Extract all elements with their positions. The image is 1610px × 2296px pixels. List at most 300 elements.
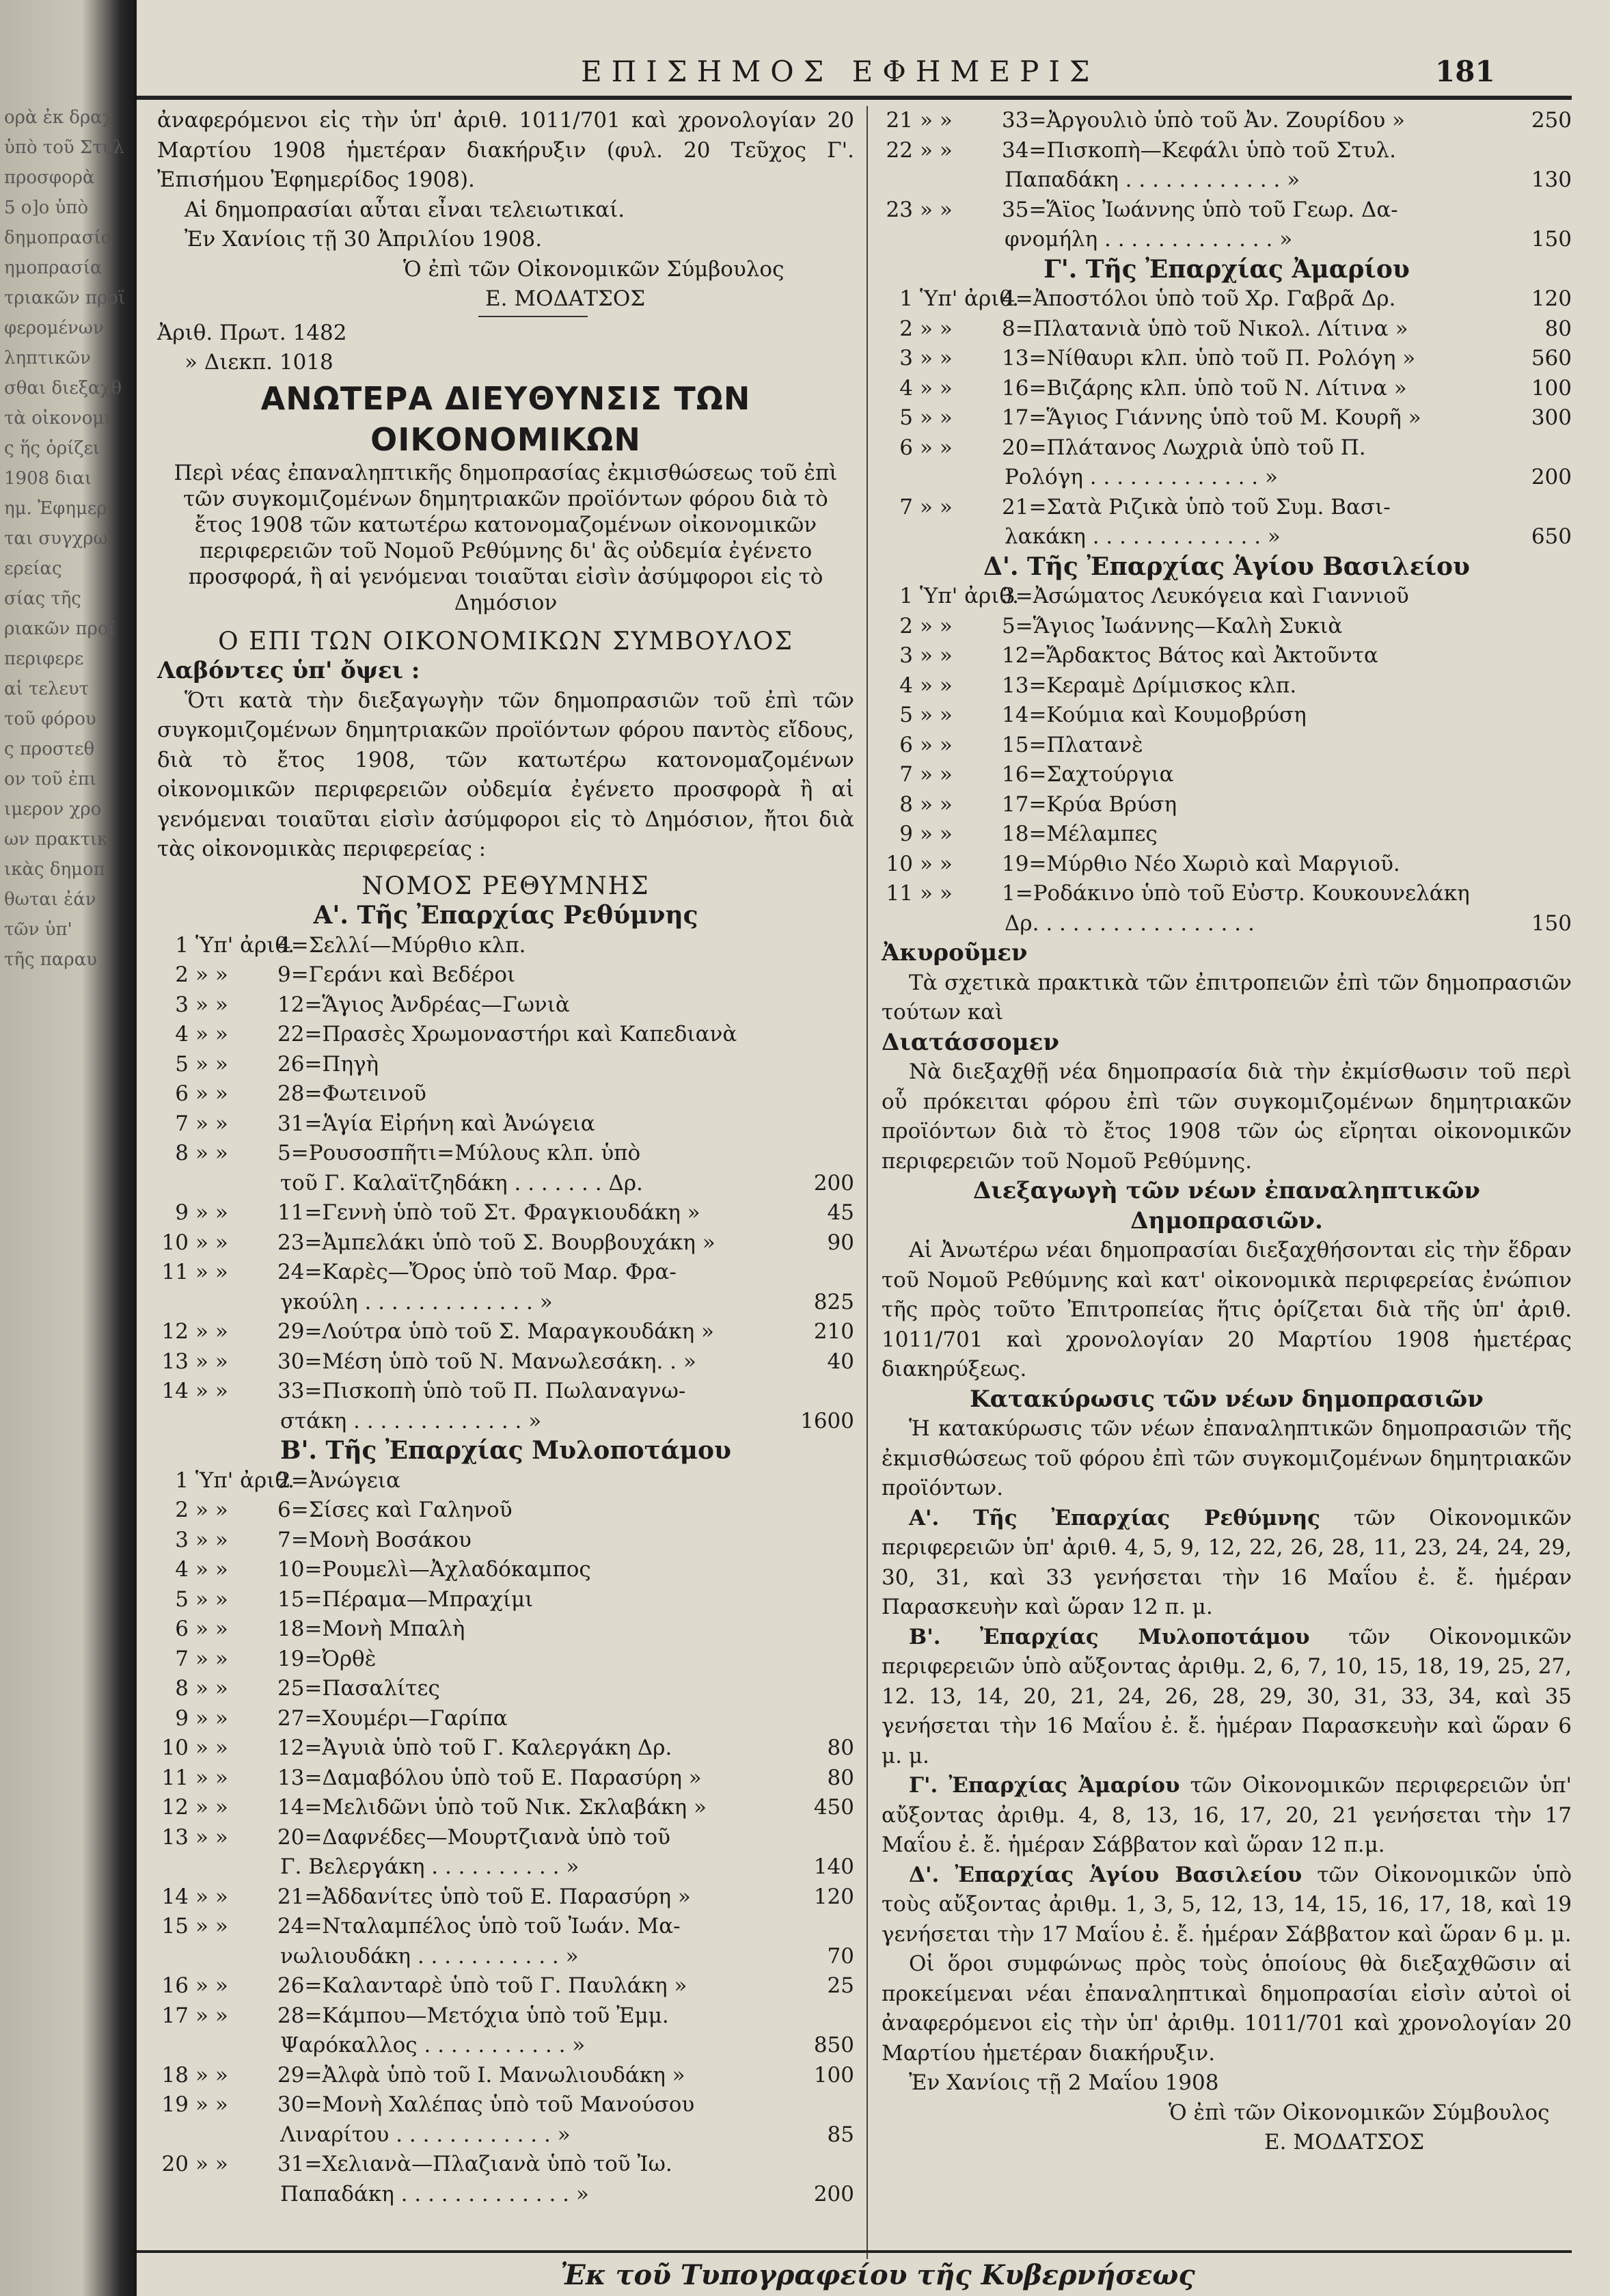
eparchy-agios-vasileios-heading: Δ'. Τῆς Ἐπαρχίας Ἁγίου Βασιλείου	[983, 552, 1470, 581]
row-number: 14	[161, 1884, 189, 1909]
row-amount	[765, 1109, 854, 1139]
row-number: 18	[161, 2062, 189, 2088]
row-number: 7	[899, 494, 913, 519]
table-row	[882, 582, 1572, 612]
row-reference: » »	[920, 792, 953, 817]
table-row	[882, 850, 1572, 880]
row-amount	[765, 1555, 854, 1585]
row-description: 5=Ἅγιος Ἰωάννης—Καλὴ Συκιὰ	[1002, 613, 1343, 638]
row-reference: » »	[195, 1260, 228, 1284]
facing-page-fragments	[4, 103, 126, 975]
main-title: ΑΝΩΤΕΡΑ ΔΙΕΥΘΥΝΣΙΣ ΤΩΝ ΟΙΚΟΝΟΜΙΚΩΝ	[260, 379, 751, 458]
row-reference: » »	[195, 1884, 228, 1909]
row-description: 29=Λούτρα ὑπὸ τοῦ Σ. Μαραγκουδάκη »	[277, 1319, 714, 1344]
table-row-continuation	[882, 522, 1572, 552]
award-mylopotamos-text: τῶν Οἰκονομικῶν περιφερειῶν ὑπὸ αὔξοντας ἀριθμ. 2, 6, 7, 10, 15, 18, 19, 25, 27, 12. 13, 14, 20, 21, 24, 26, 28, 29, 30, 31, 33, 34, καὶ 35 γενήσεται τὴν 16 Μαΐου ἐ. ἔ. ἡμέραν Παρασκευὴν καὶ ὥραν 6 μ. μ.	[882, 1624, 1572, 1768]
protocol-number: Ἀριθ. Πρωτ. 1482	[157, 320, 347, 345]
row-description: 16=Βιζάρης κλπ. ὑπὸ τοῦ Ν. Λίτινα »	[1002, 375, 1407, 401]
row-description: 8=Πλατανιὰ ὑπὸ τοῦ Νικολ. Λίτινα »	[1002, 316, 1408, 341]
row-number: 1	[175, 1468, 189, 1493]
row-number: 16	[161, 1973, 189, 1998]
row-description: 23=Ἀμπελάκι ὑπὸ τοῦ Σ. Βουρβουχάκη »	[277, 1230, 715, 1255]
row-amount: 560	[1531, 346, 1572, 370]
gutter-fragment: τῆς παραυ	[4, 949, 98, 970]
row-reference: » »	[920, 732, 953, 757]
row-number: 6	[899, 435, 913, 460]
row-description: 25=Πασαλίτες	[277, 1676, 440, 1701]
row-amount: 140	[813, 1854, 854, 1879]
order-text: Νὰ διεξαχθῇ νέα δημοπρασία διὰ τὴν ἐκμίσθωσιν τοῦ περὶ οὗ πρόκειται φόρου ἐπὶ τῶν συγκομιζομένων δημητριακῶν προϊόντων διὰ τὸ ἔτος 1908 τῶν ὡς εἴρηται οἰκονομικῶν περιφερειῶν τοῦ Νομοῦ Ρεθύμνης.	[882, 1059, 1572, 1174]
table-row	[157, 1347, 854, 1377]
row-description: 13=Δαμαβόλου ὑπὸ τοῦ Ε. Παρασύρη »	[277, 1765, 702, 1790]
row-description: 33=Πισκοπὴ ὑπὸ τοῦ Π. Πωλαναγνω-	[277, 1379, 686, 1403]
row-number: 1	[175, 932, 189, 958]
table-row	[157, 1704, 854, 1734]
eparchy-amari-heading: Γ'. Τῆς Ἐπαρχίας Ἀμαρίου	[1043, 254, 1410, 284]
row-amount	[765, 1496, 854, 1526]
row-reference: » »	[195, 2152, 228, 2176]
row-amount: 210	[813, 1319, 854, 1344]
row-number: 6	[175, 1617, 189, 1641]
table-row-continuation	[882, 909, 1572, 939]
table-row	[882, 701, 1572, 731]
row-reference: » »	[195, 1081, 228, 1106]
row-number: 5	[175, 1586, 189, 1612]
row-amount: 80	[1544, 316, 1572, 341]
row-description: 24=Καρὲς—Ὄρος ὑπὸ τοῦ Μαρ. Φρα-	[277, 1260, 677, 1284]
eparchy-mylopotamos-heading: Β'. Τῆς Ἐπαρχίας Μυλοποτάμου	[280, 1436, 731, 1465]
row-description: 20=Πλάτανος Λωχριὰ ὑπὸ τοῦ Π.	[1002, 435, 1366, 460]
row-amount	[765, 1079, 854, 1109]
row-number: 5	[899, 703, 913, 727]
table-row	[157, 1198, 854, 1228]
row-number: 2	[899, 613, 913, 638]
row-description: Ψαρόκαλλος . . . . . . . . . . . »	[280, 2033, 586, 2057]
table-row	[157, 931, 854, 961]
row-amount	[1483, 790, 1572, 820]
row-description: 14=Μελιδῶνι ὑπὸ τοῦ Νικ. Σκλαβάκη »	[277, 1795, 707, 1820]
row-number: 2	[175, 962, 189, 987]
row-number: 22	[886, 137, 913, 163]
gutter-fragment: τοῦ φόρου	[4, 709, 96, 729]
row-reference: » »	[195, 1765, 228, 1790]
annul-heading: Ἀκυροῦμεν	[882, 939, 1028, 967]
table-row	[157, 1317, 854, 1347]
row-reference: » »	[195, 1051, 228, 1077]
table-row	[157, 960, 854, 990]
award-rethymno	[882, 1504, 1572, 1623]
row-reference: » »	[195, 2062, 228, 2088]
row-reference: » »	[920, 822, 953, 846]
row-description: 18=Μονὴ Μπαλὴ	[277, 1617, 465, 1641]
row-number: 8	[175, 1141, 189, 1165]
row-number: 7	[899, 762, 913, 787]
row-amount: 120	[1531, 286, 1572, 311]
row-amount	[765, 2090, 854, 2120]
row-description: 3=Ἀσώματος Λευκόγεια καὶ Γιαννιοῦ	[1002, 584, 1409, 608]
row-amount: 200	[813, 2181, 854, 2206]
row-reference: » »	[195, 2092, 228, 2117]
conduct-heading: Διεξαγωγὴ τῶν νέων ἐπαναληπτικῶν Δημοπρασιῶν.	[972, 1177, 1481, 1234]
row-description: 19=Ὀρθὲ	[277, 1646, 377, 1671]
row-amount	[1483, 493, 1572, 523]
row-reference: » »	[195, 1379, 228, 1403]
official-title: Ο ΕΠΙ ΤΩΝ ΟΙΚΟΝΟΜΙΚΩΝ ΣΥΜΒΟΥΛΟΣ	[218, 627, 793, 656]
row-description: 10=Ρουμελὶ—Ἀχλαδόκαμπος	[277, 1557, 591, 1582]
header-title: ΕΠΙΣΗΜΟΣ ΕΦΗΜΕΡΙΣ	[581, 55, 1100, 88]
row-number: 11	[161, 1260, 189, 1284]
row-amount: 120	[813, 1884, 854, 1909]
row-amount	[1483, 195, 1572, 226]
gutter-fragment: ημ. Ἐφημερ	[4, 498, 107, 519]
row-number: 20	[161, 2152, 189, 2176]
row-reference: » »	[920, 613, 953, 638]
row-reference: » »	[920, 108, 953, 133]
row-reference: » »	[920, 137, 953, 163]
row-description: Παπαδάκη . . . . . . . . . . . . »	[1005, 167, 1300, 192]
gutter-fragment: ὑπὸ τοῦ Στυλ	[4, 137, 124, 158]
subject-text: Περὶ νέας ἐπαναληπτικῆς δημοπρασίας ἐκμισθώσεως τοῦ ἐπὶ τῶν συγκομιζομένων δημητριακῶν προϊόντων φόρου διὰ τὸ ἔτος 1908 τῶν κατωτέρω κατονομαζομένων οἰκονομικῶν περιφερειῶν τοῦ Νομοῦ Ρεθύμνης δι' ἃς οὐδεμία ἐγένετο προσφορά, ἢ αἱ γενόμεναι τοιαῦται εἰσὶν ἀσύμφοροι εἰς τὸ Δημόσιον	[174, 460, 838, 615]
table-row	[157, 1020, 854, 1050]
row-number: 1	[899, 286, 913, 311]
row-description: τοῦ Γ. Καλαϊτζηδάκη . . . . . . . Δρ.	[280, 1170, 643, 1196]
table-row	[882, 790, 1572, 820]
table-row	[882, 820, 1572, 850]
row-reference: » »	[195, 1022, 228, 1046]
award-agios-vasileios	[882, 1861, 1572, 1950]
row-amount: 80	[827, 1735, 854, 1760]
gutter-fragment: ληπτικῶν	[4, 348, 91, 368]
row-reference: » »	[920, 197, 953, 222]
row-description: 26=Καλανταρὲ ὑπὸ τοῦ Γ. Παυλάκη »	[277, 1973, 687, 1998]
row-amount	[1483, 731, 1572, 761]
gutter-fragment: περιφερε	[4, 649, 84, 669]
row-number: 7	[175, 1111, 189, 1136]
row-reference: » »	[195, 1705, 228, 1731]
gutter-fragment: ερείας	[4, 558, 62, 579]
row-number: 9	[899, 822, 913, 846]
row-amount	[1483, 582, 1572, 612]
row-description: φνομήλη . . . . . . . . . . . . . »	[1005, 227, 1293, 252]
row-reference: Ὑπ' ἀριθ.	[920, 286, 1019, 311]
row-amount	[765, 960, 854, 990]
row-description: 18=Μέλαμπες	[1002, 822, 1158, 846]
row-number: 3	[899, 346, 913, 370]
row-description: 21=Σατὰ Ριζικὰ ὑπὸ τοῦ Συμ. Βασι-	[1002, 494, 1391, 519]
row-amount: 825	[813, 1289, 854, 1314]
signature-name: Ε. ΜΟΔΑΤΣΟΣ	[485, 286, 646, 311]
intro-date: Ἐν Χανίοις τῇ 30 Ἀπριλίου 1908.	[185, 227, 543, 252]
eparchy-rethymno-heading: Α'. Τῆς Ἐπαρχίας Ρεθύμνης	[313, 901, 698, 930]
row-description: 13=Κεραμὲ Δρίμισκος κλπ.	[1002, 673, 1297, 698]
row-reference: » »	[195, 1319, 228, 1344]
row-amount: 1600	[800, 1408, 854, 1433]
row-description: 5=Ρουσοσπῆτι=Μύλους κλπ. ὑπὸ	[277, 1141, 641, 1165]
row-reference: » »	[920, 494, 953, 519]
gutter-fragment: τὰ οἰκονομι	[4, 408, 111, 429]
row-amount: 85	[827, 2122, 854, 2147]
row-amount	[1483, 641, 1572, 671]
row-amount: 100	[1531, 375, 1572, 401]
row-amount: 40	[827, 1349, 854, 1374]
row-number: 3	[899, 643, 913, 668]
row-number: 8	[175, 1676, 189, 1701]
row-description: 13=Νίθαυρι κλπ. ὑπὸ τοῦ Π. Ρολόγη »	[1002, 346, 1416, 370]
table-row	[882, 106, 1572, 136]
award-amari	[882, 1771, 1572, 1861]
gutter-fragment: ριακῶν προϊ	[4, 619, 115, 639]
table-row	[157, 990, 854, 1021]
row-number: 4	[175, 1022, 189, 1046]
award-text: Ἡ κατακύρωσις τῶν νέων ἐπαναληπτικῶν δημοπρασιῶν τῆς ἐκμισθώσεως τοῦ φόρου ἐπὶ τῶν συγκομιζομένων δημητριακῶν προϊόντων.	[882, 1416, 1572, 1500]
row-amount: 25	[827, 1973, 854, 1998]
table-mylopotamos-continued	[882, 106, 1572, 255]
row-description: 4=Ἀποστόλοι ὑπὸ τοῦ Χρ. Γαβρᾶ Δρ.	[1002, 286, 1396, 311]
table-row	[882, 314, 1572, 345]
row-reference: » »	[195, 1527, 228, 1552]
table-row	[882, 671, 1572, 701]
row-number: 17	[161, 2003, 189, 2028]
row-amount: 100	[813, 2062, 854, 2088]
row-reference: » »	[195, 1676, 228, 1701]
row-reference: » »	[195, 1557, 228, 1582]
award-rethymno-heading: Α'. Τῆς Ἐπαρχίας Ρεθύμνης	[909, 1505, 1321, 1530]
table-row	[882, 641, 1572, 671]
gazette-page	[137, 0, 1610, 2296]
row-amount	[1483, 136, 1572, 166]
gutter-fragment: τῶν ὑπ'	[4, 919, 72, 940]
table-row	[157, 2061, 854, 2091]
gutter-fragment: δημοπρασία	[4, 228, 113, 248]
row-number: 11	[161, 1765, 189, 1790]
row-description: 31=Χελιανὰ—Πλαζιανὰ ὑπὸ τοῦ Ἰω.	[277, 2152, 672, 2176]
row-number: 12	[161, 1795, 189, 1820]
row-number: 10	[161, 1735, 189, 1760]
row-amount	[765, 2001, 854, 2031]
gutter-fragment: ημοπρασία	[4, 258, 103, 278]
table-row	[157, 1109, 854, 1139]
row-description: 24=Νταλαμπέλος ὑπὸ τοῦ Ἰωάν. Μα-	[277, 1914, 681, 1939]
row-reference: » »	[920, 643, 953, 668]
gutter-fragment: ων πρακτικ	[4, 829, 109, 850]
row-number: 8	[899, 792, 913, 817]
row-description: 12=Ἅγιος Ἀνδρέας—Γωνιὰ	[277, 992, 570, 1017]
table-row-continuation	[157, 1407, 854, 1437]
intro-paragraph: ἀναφερόμενοι εἰς τὴν ὑπ' ἀριθ. 1011/701 καὶ χρονολογίαν 20 Μαρτίου 1908 ἡμετέραν διακήρυξιν (φυλ. 20 Τεῦχος Γ'. Ἐπισήμου Ἐφημερίδος 1908).	[157, 108, 854, 192]
table-row	[157, 1971, 854, 2001]
row-number: 12	[161, 1319, 189, 1344]
row-amount	[1483, 671, 1572, 701]
row-number: 21	[886, 108, 913, 133]
row-amount: 150	[1531, 227, 1572, 252]
row-reference: Ὑπ' ἀριθ.	[195, 932, 295, 958]
signature-title: Ὁ ἐπὶ τῶν Οἰκονομικῶν Σύμβουλος	[403, 256, 784, 282]
terms-text: Οἱ ὅροι συμφώνως πρὸς τοὺς ὁποίους θὰ διεξαχθῶσιν αἱ προκείμεναι νέαι ἐπαναληπτικαὶ δημοπρασίαι εἰσὶν αὐτοὶ οἱ ἀναφερόμενοι εἰς τὴν ὑπ' ἀριθμ. 1011/701 καὶ χρονολογίαν 20 Μαρτίου ἡμετέραν διακήρυξιν.	[882, 1951, 1572, 2066]
table-row	[882, 612, 1572, 642]
row-description: 34=Πισκοπὴ—Κεφάλι ὑπὸ τοῦ Στυλ.	[1002, 137, 1396, 163]
table-row	[157, 1258, 854, 1288]
binding-gutter	[0, 0, 137, 2296]
header-rule	[137, 96, 1572, 100]
row-amount: 45	[827, 1200, 854, 1225]
row-reference: » »	[195, 2003, 228, 2028]
row-description: νωλιουδάκη . . . . . . . . . . . »	[280, 1943, 579, 1969]
conduct-text: Αἱ Ἀνωτέρω νέαι δημοπρασίαι διεξαχθήσονται εἰς τὴν ἕδραν τοῦ Νομοῦ Ρεθύμνης καὶ κατ' οἰκονομικὰ περιφερείας ἐνώπιον τῆς πρὸς τοῦτο Ἐπιτροπείας ἥτις ὁρίζεται διὰ τῆς ὑπ' ἀριθ. 1011/701 καὶ χρονολογίαν 20 Μαρτίου 1908 ἡμετέρας διακηρύξεως.	[882, 1238, 1572, 1381]
row-amount: 200	[813, 1170, 854, 1196]
row-reference: » »	[195, 962, 228, 987]
table-row	[882, 433, 1572, 463]
row-number: 4	[899, 673, 913, 698]
table-row	[157, 1079, 854, 1109]
award-agios-vasileios-heading: Δ'. Ἐπαρχίας Ἁγίου Βασιλείου	[909, 1862, 1302, 1887]
row-number: 3	[175, 992, 189, 1017]
table-row	[157, 2090, 854, 2120]
table-row	[157, 1496, 854, 1526]
row-reference: » »	[195, 1735, 228, 1760]
considering-heading: Λαβόντες ὑπ' ὄψει :	[157, 657, 420, 684]
row-amount	[1483, 879, 1572, 909]
row-amount: 300	[1531, 405, 1572, 430]
row-reference: » »	[920, 851, 953, 876]
row-number: 6	[175, 1081, 189, 1106]
table-row	[157, 1882, 854, 1913]
table-row	[157, 2150, 854, 2180]
row-amount	[765, 1704, 854, 1734]
row-amount: 90	[827, 1230, 854, 1255]
row-description: 11=Γεννὴ ὑπὸ τοῦ Στ. Φραγκιουδάκη »	[277, 1200, 700, 1225]
row-reference: » »	[195, 1914, 228, 1939]
row-amount: 850	[813, 2033, 854, 2057]
column-divider	[867, 106, 868, 2259]
row-amount	[765, 1823, 854, 1853]
row-description: 28=Φωτεινοῦ	[277, 1081, 426, 1106]
row-description: 27=Χουμέρι—Γαρίπα	[277, 1705, 508, 1731]
row-amount	[765, 931, 854, 961]
table-row	[882, 136, 1572, 166]
row-reference: » »	[920, 405, 953, 430]
dispatch-number: » Διεκπ. 1018	[185, 350, 333, 375]
table-row	[882, 344, 1572, 374]
row-description: 31=Ἁγία Εἰρήνη καὶ Ἀνώγεια	[277, 1111, 595, 1136]
table-row	[157, 1228, 854, 1258]
row-amount	[765, 1466, 854, 1496]
gutter-fragment: ον τοῦ ἐπι	[4, 769, 97, 789]
table-row	[157, 1793, 854, 1823]
row-amount	[1483, 433, 1572, 463]
row-number: 13	[161, 1824, 189, 1850]
row-description: 15=Πλατανὲ	[1002, 732, 1143, 757]
row-number: 5	[899, 405, 913, 430]
row-amount	[1483, 612, 1572, 642]
table-row	[882, 879, 1572, 909]
table-row	[157, 1555, 854, 1585]
row-number: 2	[175, 1498, 189, 1522]
row-amount	[765, 1674, 854, 1704]
row-reference: » »	[920, 673, 953, 698]
table-row-continuation	[882, 165, 1572, 195]
row-reference: » »	[195, 1646, 228, 1671]
table-row-continuation	[157, 2180, 854, 2210]
award-mylopotamos-heading: Β'. Ἐπαρχίας Μυλοποτάμου	[909, 1624, 1310, 1649]
gutter-fragment: ς ἥς ὁρίζει	[4, 438, 100, 459]
page-header	[137, 48, 1572, 89]
row-reference: » »	[195, 1824, 228, 1850]
row-number: 10	[161, 1230, 189, 1255]
row-amount	[765, 1139, 854, 1169]
gutter-fragment: θωται ἐάν	[4, 889, 96, 910]
row-description: 26=Πηγὴ	[277, 1051, 379, 1077]
row-description: Ρολόγη . . . . . . . . . . . . . »	[1005, 465, 1278, 489]
row-reference: » »	[920, 762, 953, 787]
table-row	[157, 1377, 854, 1407]
gutter-fragment: φερομένων	[4, 318, 104, 338]
table-row	[882, 195, 1572, 226]
intro-final-note: Αἱ δημοπρασίαι αὗται εἶναι τελειωτικαί.	[185, 197, 625, 222]
row-amount: 150	[1531, 910, 1572, 936]
gutter-fragment: σθαι διεξαχθ	[4, 378, 122, 399]
row-reference: » »	[195, 1230, 228, 1255]
gutter-fragment: προσφορὰ	[4, 167, 95, 188]
row-reference: » »	[920, 881, 953, 906]
row-reference: Ὑπ' ἀριθ.	[920, 584, 1019, 608]
row-number: 23	[886, 197, 913, 222]
row-amount	[765, 1050, 854, 1080]
table-row	[157, 1645, 854, 1675]
table-row	[882, 403, 1572, 433]
table-row	[157, 1050, 854, 1080]
row-amount: 80	[827, 1765, 854, 1790]
gutter-fragment: τριακῶν προϊ	[4, 288, 126, 308]
row-amount	[765, 990, 854, 1021]
table-row	[882, 760, 1572, 790]
row-number: 6	[899, 732, 913, 757]
annul-text: Τὰ σχετικὰ πρακτικὰ τῶν ἐπιτροπειῶν ἐπὶ τῶν δημοπρασιῶν τούτων καὶ	[882, 970, 1572, 1025]
row-amount	[1483, 820, 1572, 850]
table-row-continuation	[157, 1852, 854, 1882]
table-rethymno	[157, 931, 854, 1437]
row-description: λακάκη . . . . . . . . . . . . . »	[1005, 524, 1281, 549]
award-agios-vasileios-text: τῶν Οἰκονομικῶν ὑπὸ τοὺς αὔξοντας ἀριθμ. 1, 3, 5, 12, 13, 14, 15, 16, 17, 18, καὶ 19 γενήσεται τὴν 17 Μαΐου ἐ. ἔ. ἡμέραν Σάββατον καὶ ὥραν 6 μ. μ.	[882, 1862, 1572, 1947]
row-number: 2	[899, 316, 913, 341]
row-amount	[765, 1526, 854, 1556]
row-reference: » »	[195, 1498, 228, 1522]
table-row-continuation	[882, 225, 1572, 255]
table-row	[157, 1139, 854, 1169]
row-description: στάκη . . . . . . . . . . . . . »	[280, 1408, 542, 1433]
page-number: 181	[1435, 55, 1495, 88]
table-row	[157, 1733, 854, 1764]
row-description: 20=Δαφνέδες—Μουρτζιανὰ ὑπὸ τοῦ	[277, 1824, 670, 1850]
table-row	[157, 1912, 854, 1942]
row-amount	[765, 1585, 854, 1615]
row-reference: Ὑπ' ἀριθ.	[195, 1468, 295, 1493]
row-description: 7=Μονὴ Βοσάκου	[277, 1527, 472, 1552]
row-amount	[765, 2150, 854, 2180]
row-amount	[765, 1020, 854, 1050]
row-amount	[765, 1615, 854, 1645]
table-row	[157, 2001, 854, 2031]
row-number: 15	[161, 1914, 189, 1939]
row-description: 33=Ἀργουλιὸ ὑπὸ τοῦ Ἀν. Ζουρίδου »	[1002, 108, 1405, 133]
row-number: 7	[175, 1646, 189, 1671]
row-description: 17=Κρύα Βρύση	[1002, 792, 1177, 817]
row-description: 15=Πέραμα—Μπραχίμι	[277, 1586, 534, 1612]
row-description: 28=Κάμπου—Μετόχια ὑπὸ τοῦ Ἐμμ.	[277, 2003, 669, 2028]
closing-signature-name: Ε. ΜΟΔΑΤΣΟΣ	[1264, 2130, 1425, 2155]
row-number: 4	[175, 1557, 189, 1582]
row-description: 2=Ἀνώγεια	[277, 1468, 400, 1493]
award-mylopotamos	[882, 1623, 1572, 1772]
